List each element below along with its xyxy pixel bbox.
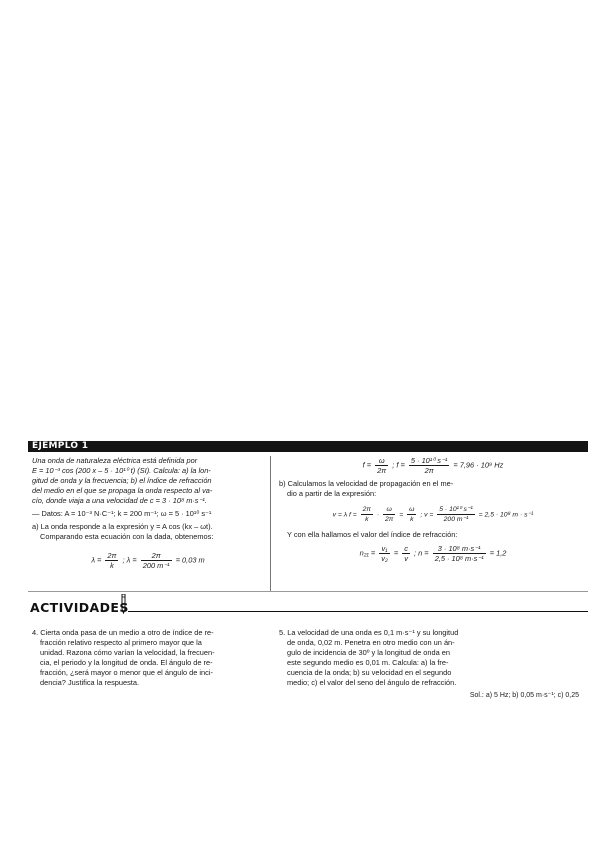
activity-line: gulo de incidencia de 30º y la longitud de onda en bbox=[287, 648, 450, 657]
fraction-denominator: 2π bbox=[424, 466, 434, 475]
fraction-denominator: 2π bbox=[377, 466, 387, 475]
example-heading-bar bbox=[28, 441, 588, 452]
fraction-denominator: k bbox=[410, 516, 414, 523]
formula-part: · bbox=[376, 511, 380, 519]
index-intro: Y con ella hallamos el valor del índice de refracción: bbox=[287, 530, 458, 539]
activity-line: fracción relativo respecto al primero mayor que la bbox=[40, 638, 202, 647]
fraction bbox=[379, 544, 390, 563]
activity-line: de onda, 0,02 m. Penetra en otro medio con un án- bbox=[287, 638, 455, 647]
part-b-text: b) Calculamos la velocidad de propagación en el me- bbox=[279, 479, 454, 488]
statement-line: Una onda de naturaleza eléctrica está definida por bbox=[32, 456, 198, 465]
formula-result: = 1,2 bbox=[489, 548, 507, 558]
formula-part: ; λ = bbox=[122, 555, 137, 565]
activity-line: 5. La velocidad de una onda es 0,1 m·s⁻¹ y su longitud bbox=[279, 628, 459, 637]
fraction bbox=[407, 505, 416, 524]
fraction-denominator: 200 m⁻¹ bbox=[142, 561, 170, 570]
formula-result: = 0,03 m bbox=[175, 555, 205, 565]
formula-part: ; v = bbox=[420, 511, 434, 519]
lambda-formula bbox=[32, 551, 264, 570]
statement-line: E = 10⁻³ cos (200 x – 5 · 10¹⁰ t) (SI). Calcula: a) la lon- bbox=[32, 466, 211, 475]
fraction-numerator: c bbox=[404, 544, 408, 553]
statement-line: cío, donde viaja a una velocidad de c = 3 · 10⁸ m·s⁻¹. bbox=[32, 496, 207, 505]
formula-part: f = bbox=[362, 460, 372, 470]
activity-line: medio; c) el valor del seno del ángulo de refracción. bbox=[287, 678, 457, 687]
fraction-numerator: 3 · 10⁸ m·s⁻¹ bbox=[433, 544, 486, 554]
formula-part: = bbox=[393, 548, 399, 558]
fraction-denominator: v₂ bbox=[381, 554, 388, 563]
part-a-text: Comparando esta ecuación con la dada, obtenemos: bbox=[40, 532, 214, 541]
fraction-numerator: ω bbox=[375, 456, 388, 466]
example-left-column bbox=[32, 456, 264, 570]
example-heading: EJEMPLO 1 bbox=[32, 441, 89, 451]
fraction-numerator: 5 · 10¹⁰ s⁻¹ bbox=[410, 456, 448, 465]
fraction bbox=[402, 544, 410, 563]
formula-result: = 2,5 · 10⁸ m · s⁻¹ bbox=[478, 511, 534, 519]
fraction-numerator: 2π bbox=[362, 506, 371, 513]
formula-part: ; n = bbox=[414, 548, 429, 558]
activity-line: este segundo medio es 0,01 m. Calcula: a) la fre- bbox=[287, 658, 449, 667]
fraction-denominator: 200 m⁻¹ bbox=[443, 516, 469, 523]
index-formula bbox=[279, 544, 587, 563]
fraction bbox=[433, 544, 486, 563]
formula-part: λ = bbox=[91, 555, 102, 565]
formula-part: = bbox=[399, 511, 404, 519]
fraction bbox=[375, 456, 388, 475]
fraction bbox=[383, 505, 395, 524]
fraction-denominator: k bbox=[365, 516, 369, 523]
frequency-formula bbox=[279, 456, 587, 475]
solution-text: Sol.: a) 5 Hz; b) 0,05 m·s⁻¹; c) 0,25 bbox=[469, 692, 579, 699]
statement-line: del medio en el que se propaga la onda respecto al va- bbox=[32, 486, 213, 495]
activities-title: ACTIVIDADES bbox=[30, 600, 129, 615]
formula-part: n₂₁ = bbox=[359, 548, 376, 558]
fraction-numerator: v₁ bbox=[379, 544, 390, 554]
activities-rule bbox=[128, 611, 588, 612]
activity-4 bbox=[32, 628, 264, 688]
fraction-numerator: ω bbox=[409, 506, 415, 513]
fraction-denominator: 2,5 · 10⁸ m·s⁻¹ bbox=[434, 554, 484, 563]
activity-line: cia, el periodo y la longitud de onda. El ángulo de re- bbox=[40, 658, 213, 667]
pencil-icon bbox=[120, 594, 127, 614]
fraction bbox=[409, 456, 449, 475]
formula-part: ; f = bbox=[392, 460, 405, 470]
velocity-formula bbox=[279, 505, 587, 524]
activity-5 bbox=[279, 628, 579, 701]
example-bottom-rule bbox=[28, 591, 588, 592]
fraction-numerator: 5 · 10¹⁰ s⁻¹ bbox=[439, 506, 473, 513]
part-a-text: a) La onda responde a la expresión y = A cos (kx – ωt). bbox=[32, 522, 213, 531]
formula-part: v = λ f = bbox=[332, 511, 357, 519]
column-divider bbox=[270, 456, 271, 591]
activity-line: 4. Cierta onda pasa de un medio a otro de índice de re- bbox=[32, 628, 214, 637]
data-line: — Datos: A = 10⁻³ N·C⁻¹; k = 200 m⁻¹; ω = 5 · 10¹⁰ s⁻¹ bbox=[32, 509, 212, 518]
activity-line: cuencia de la onda; b) su velocidad en el segundo bbox=[287, 668, 452, 677]
fraction bbox=[361, 505, 373, 524]
formula-result: = 7,96 · 10⁹ Hz bbox=[453, 460, 504, 470]
part-b-text: dio a partir de la expresión: bbox=[287, 489, 377, 498]
statement-line: gitud de onda y la frecuencia; b) el índice de refracción bbox=[32, 476, 212, 485]
activity-line: unidad. Razona cómo varían la velocidad, la frecuen- bbox=[40, 648, 215, 657]
fraction-numerator: 2π bbox=[107, 551, 117, 560]
fraction bbox=[437, 505, 475, 524]
fraction-denominator: k bbox=[110, 561, 114, 570]
fraction bbox=[141, 551, 172, 570]
fraction-denominator: v bbox=[404, 554, 408, 563]
fraction-numerator: ω bbox=[383, 505, 395, 515]
fraction bbox=[105, 551, 118, 570]
activity-line: fracción, ¿será mayor o menor que el ángulo de inci- bbox=[40, 668, 213, 677]
activity-line: dencia? Justifica la respuesta. bbox=[40, 678, 140, 687]
fraction-numerator: 2π bbox=[141, 551, 172, 561]
fraction-denominator: 2π bbox=[385, 516, 394, 523]
example-right-column bbox=[279, 456, 587, 563]
